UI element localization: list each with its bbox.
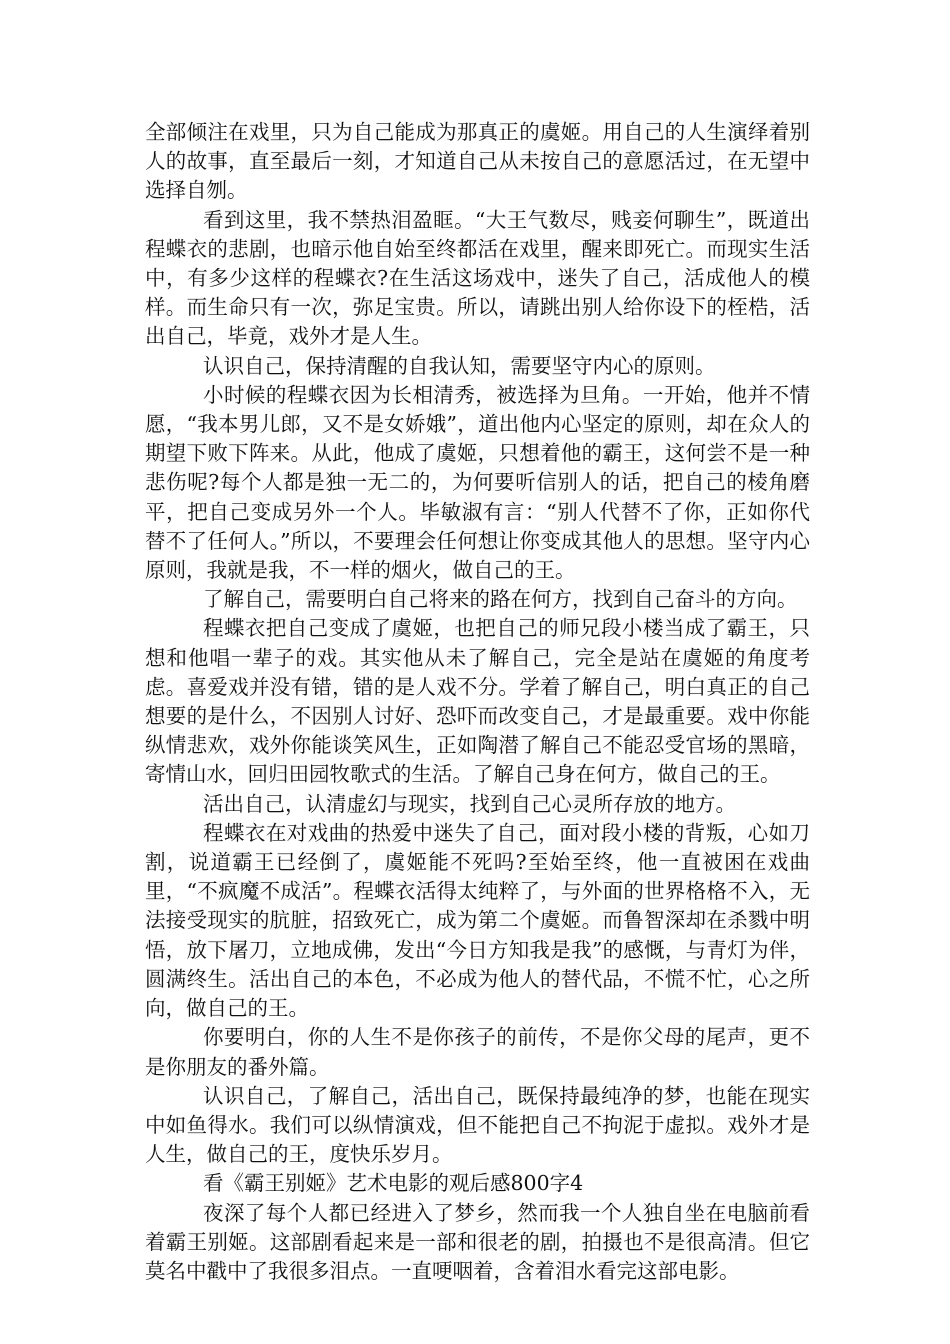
paragraph: 了解自己，需要明白自己将来的路在何方，找到自己奋斗的方向。 bbox=[203, 587, 798, 612]
paragraph: 认识自己，保持清醒的自我认知，需要坚守内心的原则。 bbox=[203, 353, 716, 378]
paragraph: 你要明白，你的人生不是你孩子的前传，不是你父母的尾声，更不是你朋友的番外篇。 bbox=[145, 1025, 810, 1079]
paragraph: 认识自己，了解自己，活出自己，既保持最纯净的梦，也能在现实中如鱼得水。我们可以纵情演戏，但不能把自己不拘泥于虚拟。戏外才是人生，做自己的王，度快乐岁月。 bbox=[145, 1083, 810, 1167]
paragraph: 程蝶衣把自己变成了虞姬，也把自己的师兄段小楼当成了霸王，只想和他唱一辈子的戏。其实他从未了解自己，完全是站在虞姬的角度考虑。喜爱戏并没有错，错的是人戏不分。学着了解自己，明白真正的自己想要的是什么，不因别人讨好、恐吓而改变自己，才是最重要。戏中你能纵情悲欢，戏外你能谈笑风生，正如陶潜了解自己不能忍受官场的黑暗，寄情山水，回归田园牧歌式的生活。了解自己身在何方，做自己的王。 bbox=[145, 616, 810, 787]
paragraph: 小时候的程蝶衣因为长相清秀，被选择为旦角。一开始，他并不情愿，“我本男儿郎，又不是女娇娥”，道出他内心坚定的原则，却在众人的期望下败下阵来。从此，他成了虞姬，只想着他的霸王，这何尝不是一种悲伤呢?每个人都是独一无二的，为何要听信别人的话，把自己的棱角磨平，把自己变成另外一个人。毕敏淑有言：“别人代替不了你，正如你代替不了任何人。”所以，不要理会任何想让你变成其他人的思想。坚守内心原则，我就是我，不一样的烟火，做自己的王。 bbox=[145, 382, 810, 583]
section-heading: 看《霸王别姬》艺术电影的观后感800字4 bbox=[203, 1171, 584, 1196]
paragraph: 全部倾注在戏里，只为自己能成为那真正的虞姬。用自己的人生演绎着别人的故事，直至最后一刻，才知道自己从未按自己的意愿活过，在无望中选择自刎。 bbox=[145, 120, 810, 203]
document-body bbox=[145, 118, 810, 1286]
paragraph: 看到这里，我不禁热泪盈眶。“大王气数尽，贱妾何聊生”，既道出程蝶衣的悲剧，也暗示他自始至终都活在戏里，醒来即死亡。而现实生活中，有多少这样的程蝶衣?在生活这场戏中，迷失了自己，活成他人的模样。而生命只有一次，弥足宝贵。所以，请跳出别人给你设下的桎梏，活出自己，毕竟，戏外才是人生。 bbox=[145, 207, 810, 349]
paragraph: 活出自己，认清虚幻与现实，找到自己心灵所存放的地方。 bbox=[203, 791, 736, 816]
paragraph: 夜深了每个人都已经进入了梦乡，然而我一个人独自坐在电脑前看着霸王别姬。这部剧看起来是一部和很老的剧，拍摄也不是很高清。但它莫名中戳中了我很多泪点。一直哽咽着，含着泪水看完这部电影。 bbox=[145, 1200, 810, 1283]
paragraph: 程蝶衣在对戏曲的热爱中迷失了自己，面对段小楼的背叛，心如刀割，说道霸王已经倒了，虞姬能不死吗?至始至终，他一直被困在戏曲里，“不疯魔不成活”。程蝶衣活得太纯粹了，与外面的世界格格不入，无法接受现实的肮脏，招致死亡，成为第二个虞姬。而鲁智深却在杀戮中明悟，放下屠刀，立地成佛，发出“今日方知我是我”的感慨，与青灯为伴，圆满终生。活出自己的本色，不必成为他人的替代品，不慌不忙，心之所向，做自己的王。 bbox=[145, 820, 810, 1021]
